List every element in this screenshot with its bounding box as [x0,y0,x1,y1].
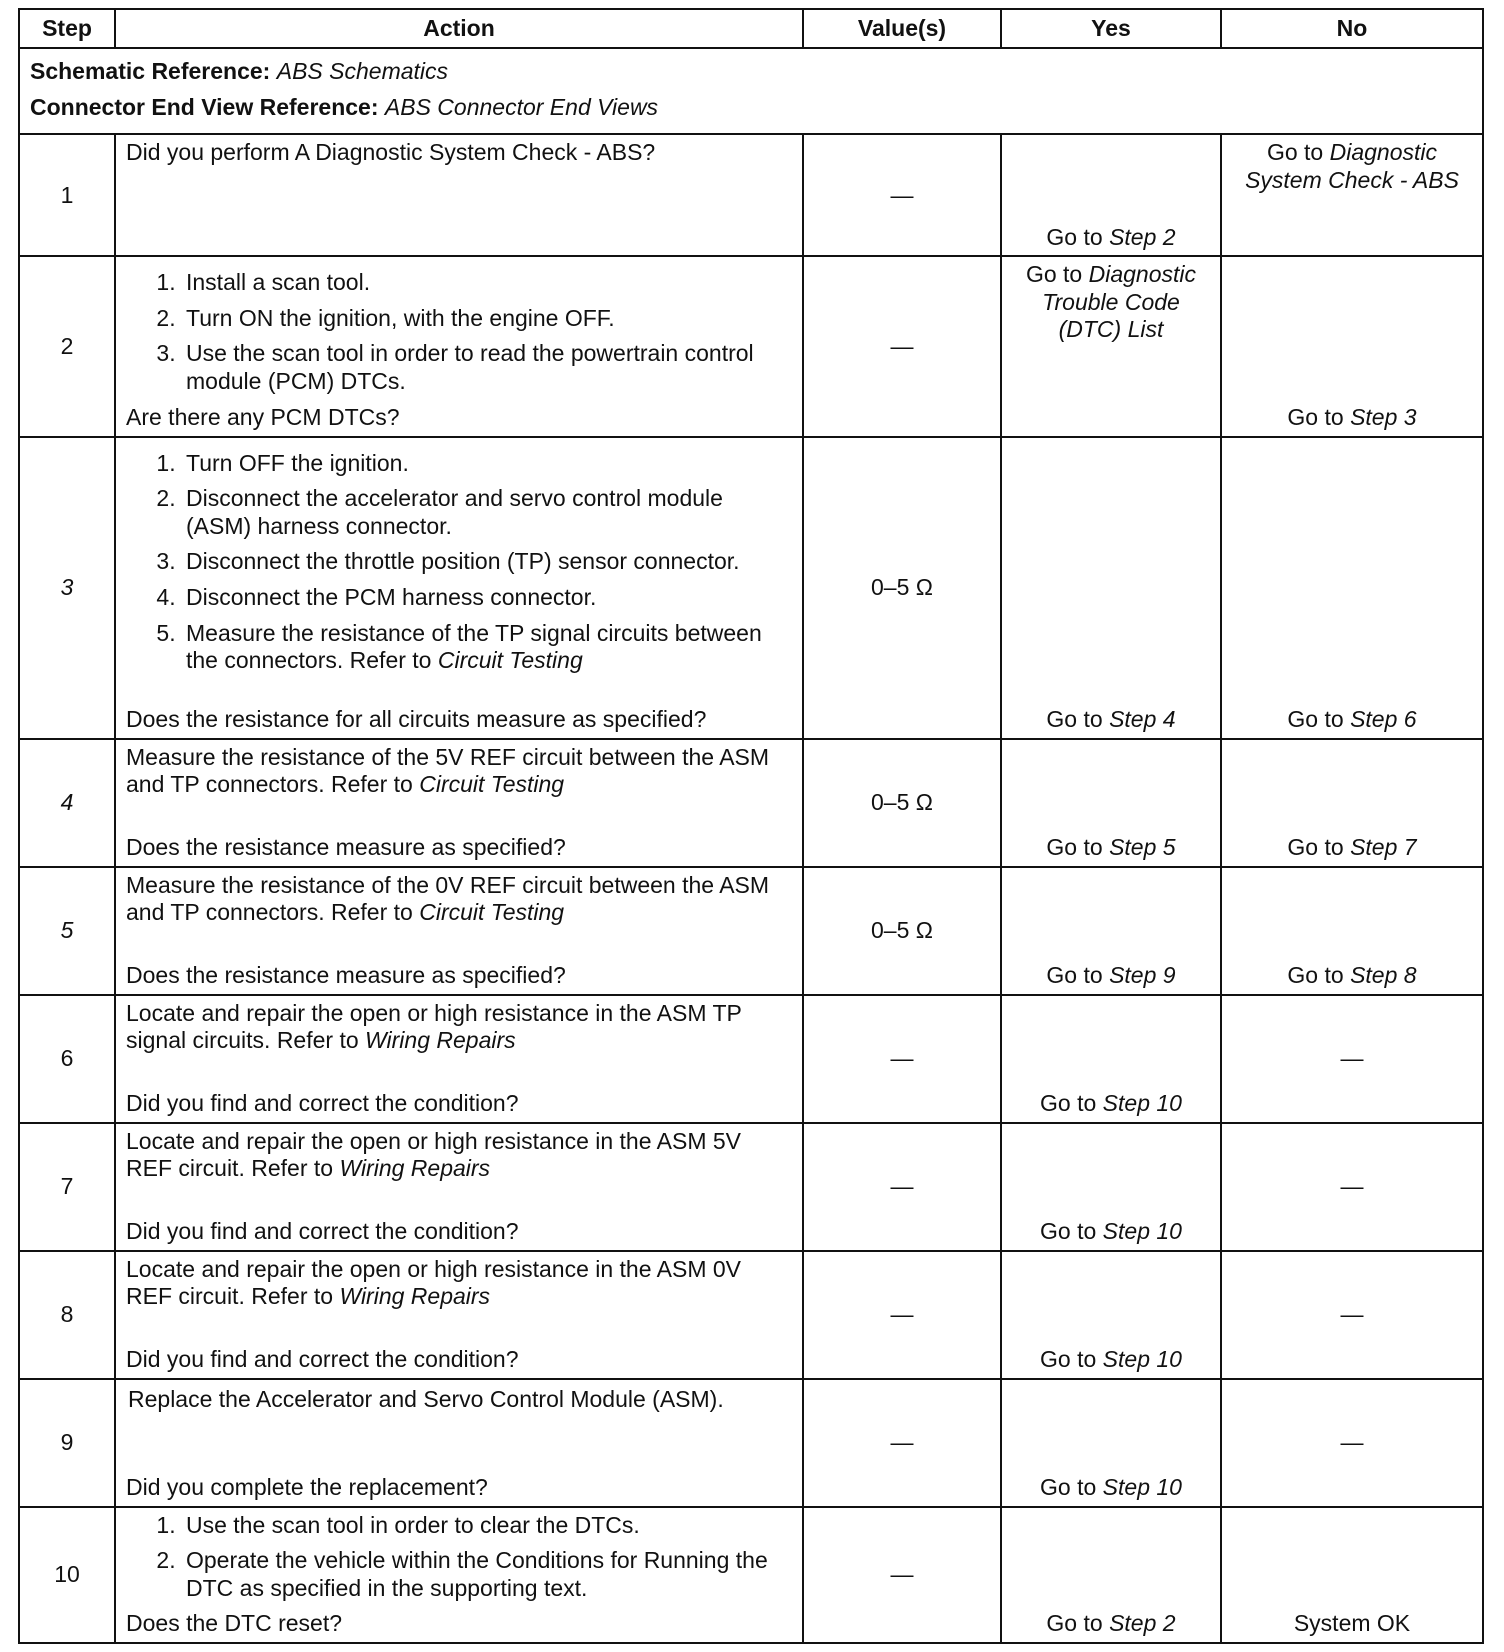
yes-link[interactable]: Step 10 [1102,1090,1182,1117]
table-row [19,739,1483,867]
value-cell: — [803,995,1001,1123]
no-link[interactable]: Step 3 [1350,403,1417,430]
action-cell [115,134,803,256]
yes-link[interactable]: Step 4 [1109,706,1176,733]
connector-reference-link[interactable]: ABS Connector End Views [384,94,659,121]
action-question: Did you find and correct the condition? [126,1346,519,1373]
action-text: Did you perform A Diagnostic System Check - ABS? [126,139,656,166]
step-number: 5 [19,867,115,995]
action-list-item: 2. Operate the vehicle within the Conditions for Running the DTC as specified in the supporting text. [182,1547,792,1602]
no-prefix: Go to [1287,706,1351,733]
yes-prefix: Go to [1040,1090,1103,1117]
no-link[interactable]: Step 7 [1350,834,1417,861]
action-text [126,744,792,799]
connector-reference-label: Connector End View Reference: [30,94,379,121]
yes-prefix: Go to [1046,1610,1110,1637]
action-list-item: 2. Disconnect the accelerator and servo control module (ASM) harness connector. [182,485,792,540]
reference-cell [19,48,1483,134]
step-number: 9 [19,1379,115,1507]
step-number: 1 [19,134,115,256]
action-question: Did you find and correct the condition? [126,1218,519,1245]
action-cell [115,256,803,436]
action-list [126,269,792,395]
header-values: Value(s) [803,9,1001,48]
no-cell: — [1221,1379,1483,1507]
header-row [19,9,1483,48]
yes-cell [1001,1123,1221,1251]
action-text-body: Locate and repair the open or high resistance in the ASM TP signal circuits. Refer to [126,999,742,1054]
no-cell: System OK [1221,1507,1483,1643]
action-list-item: 1. Turn OFF the ignition. [182,450,792,478]
wiring-repairs-link[interactable]: Wiring Repairs [339,1155,491,1182]
action-question: Are there any PCM DTCs? [126,403,400,430]
yes-prefix: Go to [1040,1346,1103,1373]
action-list-item: 1. Use the scan tool in order to clear the DTCs. [182,1512,792,1540]
yes-prefix: Go to [1046,706,1110,733]
action-list-item: 4. Disconnect the PCM harness connector. [182,584,792,612]
action-question: Does the resistance measure as specified? [126,834,566,861]
diagnostic-table [18,8,1484,1644]
circuit-testing-link[interactable]: Circuit Testing [419,899,565,926]
yes-cell [1001,437,1221,739]
yes-prefix: Go to [1046,962,1110,989]
action-text-body: Locate and repair the open or high resistance in the ASM 5V REF circuit. Refer to [126,1127,742,1182]
action-cell [115,995,803,1123]
table-row [19,995,1483,1123]
action-list-wrap [126,269,792,403]
action-text [126,872,792,927]
action-question: Does the DTC reset? [126,1610,343,1637]
no-cell [1221,437,1483,739]
value-cell: — [803,1251,1001,1379]
no-prefix: Go to [1287,834,1351,861]
action-list-item: 3. Use the scan tool in order to read the powertrain control module (PCM) DTCs. [182,340,792,395]
circuit-testing-link[interactable]: Circuit Testing [437,647,583,674]
no-cell [1221,134,1483,256]
schematic-reference-link[interactable]: ABS Schematics [276,58,449,85]
table-row [19,1507,1483,1643]
no-link[interactable]: Step 8 [1350,962,1417,989]
action-list [126,1512,792,1603]
action-question: Does the resistance for all circuits measure as specified? [126,706,707,733]
table-row [19,256,1483,436]
yes-prefix: Go to [1040,1218,1103,1245]
yes-link[interactable]: Step 10 [1102,1346,1182,1373]
table-row [19,134,1483,256]
step-number: 10 [19,1507,115,1643]
yes-cell [1001,134,1221,256]
yes-cell [1001,739,1221,867]
step-number: 7 [19,1123,115,1251]
table-row [19,1251,1483,1379]
step-number: 8 [19,1251,115,1379]
no-link[interactable]: Diagnostic System Check - ABS [1245,139,1459,194]
action-list-item: 1. Install a scan tool. [182,269,792,297]
action-cell [115,1123,803,1251]
table-row [19,1379,1483,1507]
action-list-item-text: Measure the resistance of the TP signal circuits between the connectors. Refer to [186,619,762,674]
value-cell: — [803,134,1001,256]
wiring-repairs-link[interactable]: Wiring Repairs [339,1283,491,1310]
action-list-wrap [126,450,792,683]
action-cell [115,1379,803,1507]
value-cell: 0–5 Ω [803,437,1001,739]
action-question: Did you find and correct the condition? [126,1090,519,1117]
yes-cell [1001,256,1221,436]
action-cell [115,437,803,739]
no-cell [1221,739,1483,867]
table-row [19,867,1483,995]
action-text-body: Locate and repair the open or high resistance in the ASM 0V REF circuit. Refer to [126,1255,742,1310]
step-number: 3 [19,437,115,739]
header-step: Step [19,9,115,48]
action-list-wrap [126,1512,792,1611]
value-cell: — [803,1123,1001,1251]
reference-row [19,48,1483,134]
action-list-item: 3. Disconnect the throttle position (TP) sensor connector. [182,548,792,576]
yes-link[interactable]: Diagnostic Trouble Code (DTC) List [1042,261,1197,343]
action-question: Does the resistance measure as specified? [126,962,566,989]
table-row [19,437,1483,739]
no-cell: — [1221,1251,1483,1379]
header-no: No [1221,9,1483,48]
yes-cell [1001,1251,1221,1379]
action-text [126,1128,792,1183]
action-cell [115,739,803,867]
value-cell: 0–5 Ω [803,867,1001,995]
header-yes: Yes [1001,9,1221,48]
action-list-item [182,620,792,675]
yes-prefix: Go to [1025,261,1089,288]
no-cell [1221,256,1483,436]
action-cell [115,1507,803,1643]
value-cell: — [803,256,1001,436]
schematic-reference [30,53,1472,89]
action-text [126,1256,792,1311]
connector-reference [30,89,1472,125]
yes-link[interactable]: Step 2 [1109,1610,1176,1637]
yes-link[interactable]: Step 2 [1109,223,1176,250]
value-cell: — [803,1379,1001,1507]
step-number: 4 [19,739,115,867]
value-cell: — [803,1507,1001,1643]
action-text-body: Measure the resistance of the 0V REF circuit between the ASM and TP connectors. Refer to [126,871,770,926]
header-action: Action [115,9,803,48]
action-cell [115,1251,803,1379]
schematic-reference-label: Schematic Reference: [30,58,271,85]
wiring-repairs-link[interactable]: Wiring Repairs [365,1027,516,1054]
no-cell: — [1221,995,1483,1123]
yes-cell [1001,867,1221,995]
yes-prefix: Go to [1040,1474,1103,1500]
action-text-body: Measure the resistance of the 5V REF circuit between the ASM and TP connectors. Refer to [126,743,770,798]
yes-cell [1001,995,1221,1123]
step-number: 6 [19,995,115,1123]
action-text [126,1000,792,1055]
yes-cell [1001,1507,1221,1643]
action-text: Replace the Accelerator and Servo Control Module (ASM). [128,1385,724,1412]
no-prefix: Go to [1287,962,1351,989]
no-link[interactable]: Step 6 [1350,706,1417,733]
value-cell: 0–5 Ω [803,739,1001,867]
action-question: Did you complete the replacement? [126,1474,488,1500]
action-list [126,450,792,675]
yes-prefix: Go to [1046,834,1110,861]
yes-link[interactable]: Step 10 [1102,1218,1182,1245]
no-prefix: Go to [1287,403,1351,430]
yes-link[interactable]: Step 9 [1109,962,1176,989]
step-number: 2 [19,256,115,436]
table-row [19,1123,1483,1251]
yes-cell [1001,1379,1221,1507]
yes-link[interactable]: Step 5 [1109,834,1176,861]
no-prefix: Go to [1266,139,1330,166]
no-cell: — [1221,1123,1483,1251]
yes-link[interactable]: Step 10 [1102,1474,1182,1500]
no-cell [1221,867,1483,995]
circuit-testing-link[interactable]: Circuit Testing [419,771,565,798]
yes-prefix: Go to [1046,223,1110,250]
action-list-item: 2. Turn ON the ignition, with the engine OFF. [182,305,792,333]
action-cell [115,867,803,995]
